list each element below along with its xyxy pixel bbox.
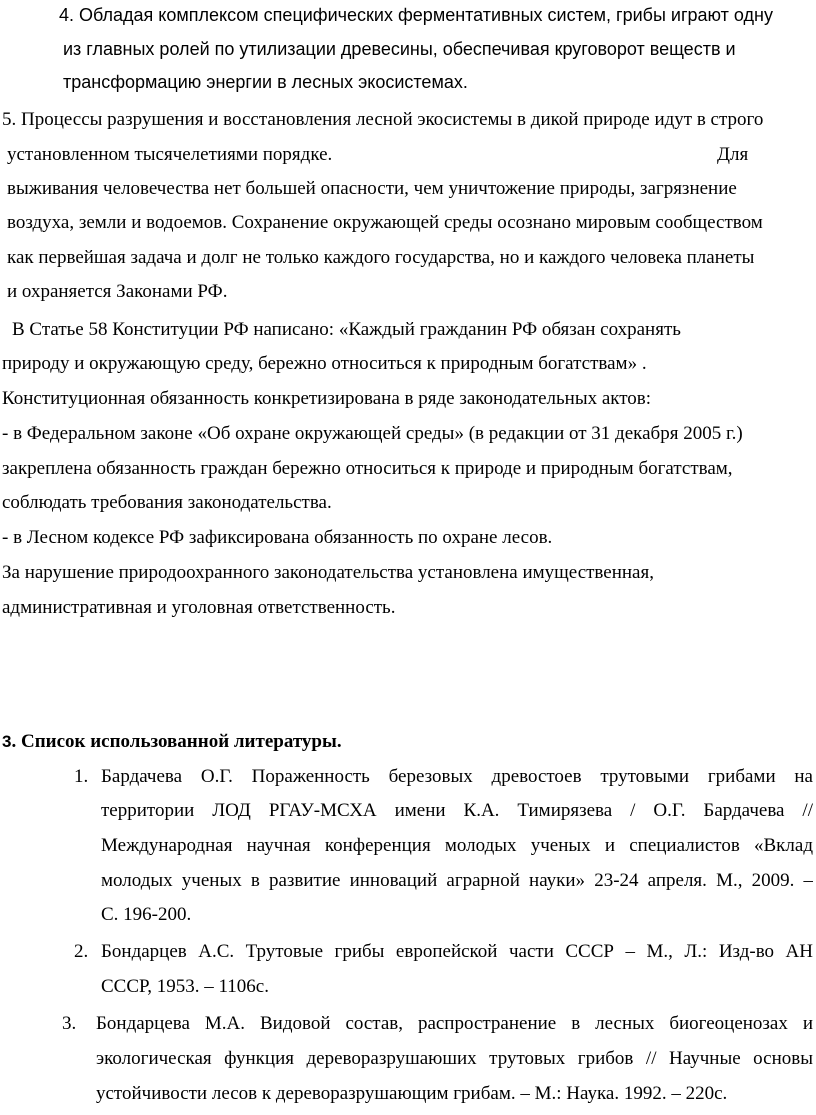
constitution-line-3: Конституционная обязанность конкретизирована в ряде законодательных актов: [2,388,652,409]
reference-1-number: 1. [74,766,89,787]
paragraph-4-line-1: 4. Обладая комплексом специфических ферментативных систем, грибы играют одну [59,5,773,25]
reference-2-line-1: Бондарцев А.С. Трутовые грибы европейской части СССР – М., Л.: Изд-во АН [101,941,813,962]
constitution-line-9: административная и уголовная ответственность. [2,597,396,618]
constitution-line-8: За нарушение природоохранного законодательства установлена имущественная, [2,562,654,583]
constitution-line-2: природу и окружающую среду, бережно относиться к природным богатствам» . [2,353,647,374]
reference-3-line-2: экологическая функция дереворазрушаюших трутовых грибов // Научные основы [96,1048,813,1069]
paragraph-4-line-2: из главных ролей по утилизации древесины, обеспечивая круговорот веществ и [63,39,736,59]
references-heading-number: 3 [2,732,12,751]
paragraph-5-line-1: 5. Процессы разрушения и восстановления лесной экосистемы в дикой природе идут в строго [2,109,764,130]
paragraph-5-line-2: установленном тысячелетиями порядке. [7,144,333,165]
reference-1-line-1: Бардачева О.Г. Пораженность березовых древостоев трутовыми грибами на [101,766,813,787]
reference-3-line-1: Бондарцева М.А. Видовой состав, распространение в лесных биогеоценозах и [96,1013,813,1034]
paragraph-4-line-3: трансформацию энергии в лесных экосистемах. [63,72,468,92]
paragraph-5-line-5: как первейшая задача и долг не только каждого государства, но и каждого человека планеты [7,247,755,268]
reference-1-line-2: территории ЛОД РГАУ-МСХА имени К.А. Тимирязева / О.Г. Бардачева // [101,800,813,821]
reference-2-number: 2. [74,941,89,962]
constitution-line-1: В Статье 58 Конституции РФ написано: «Каждый гражданин РФ обязан сохранять [12,319,681,340]
references-heading [2,730,342,754]
constitution-line-6: соблюдать требования законодательства. [2,492,332,513]
reference-1-line-3: Международная научная конференция молодых ученых и специалистов «Вклад [101,835,813,856]
reference-3-line-3: устойчивости лесов к дереворазрушающим грибам. – М.: Наука. 1992. – 220с. [96,1083,728,1104]
paragraph-5-line-3: выживания человечества нет большей опасности, чем уничтожение природы, загрязнение [7,178,737,199]
reference-2-line-2: СССР, 1953. – 1106с. [101,976,269,997]
paragraph-5-line-2-tail: Для [717,144,749,165]
constitution-line-4: - в Федеральном законе «Об охране окружающей среды» (в редакции от 31 декабря 2005 г.) [2,423,743,444]
constitution-line-7: - в Лесном кодексе РФ зафиксирована обязанность по охране лесов. [2,527,553,548]
reference-1-line-5: С. 196-200. [101,904,192,925]
references-heading-text: . Список использованной литературы. [11,731,342,752]
paragraph-5-line-6: и охраняется Законами РФ. [7,281,228,302]
reference-1-line-4: молодых ученых в развитие инноваций аграрной науки» 23-24 апреля. М., 2009. – [101,870,813,891]
paragraph-5-line-4: воздуха, земли и водоемов. Сохранение окружающей среды осознано мировым сообществом [7,212,763,233]
constitution-line-5: закреплена обязанность граждан бережно относиться к природе и природным богатствам, [2,458,733,479]
reference-3-number: 3. [62,1013,77,1034]
